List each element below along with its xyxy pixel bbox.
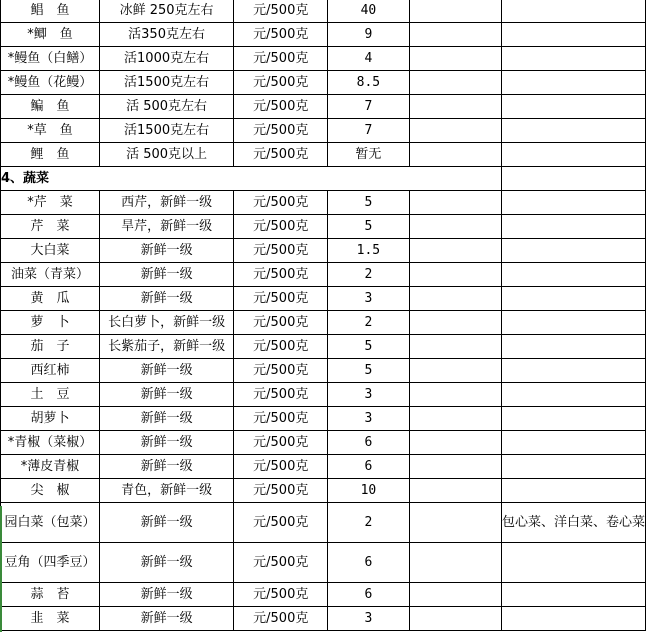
item-unit: 元/500克 — [234, 215, 328, 239]
item-unit: 元/500克 — [234, 23, 328, 47]
table-row — [1, 239, 646, 263]
item-spec: 新鲜一级 — [99, 503, 233, 543]
item-price: 5 — [328, 359, 409, 383]
item-unit: 元/500克 — [234, 335, 328, 359]
item-spec: 长紫茄子，新鲜一级 — [99, 335, 233, 359]
table-row — [1, 455, 646, 479]
blank-cell — [409, 95, 501, 119]
table-row — [1, 191, 646, 215]
item-price: 暂无 — [328, 143, 409, 167]
item-spec: 新鲜一级 — [99, 263, 233, 287]
item-unit: 元/500克 — [234, 95, 328, 119]
item-price: 5 — [328, 335, 409, 359]
blank-cell — [409, 335, 501, 359]
item-note — [501, 287, 645, 311]
item-note — [501, 455, 645, 479]
blank-cell — [409, 479, 501, 503]
item-note — [501, 239, 645, 263]
item-spec: 新鲜一级 — [99, 359, 233, 383]
table-row — [1, 335, 646, 359]
item-unit: 元/500克 — [234, 239, 328, 263]
blank-cell — [409, 263, 501, 287]
item-unit: 元/500克 — [234, 143, 328, 167]
blank-cell — [409, 503, 501, 543]
table-row — [1, 71, 646, 95]
item-note — [501, 71, 645, 95]
item-price: 3 — [328, 383, 409, 407]
item-note — [501, 607, 645, 631]
item-unit: 元/500克 — [234, 479, 328, 503]
table-row — [1, 607, 646, 631]
item-unit: 元/500克 — [234, 543, 328, 583]
blank-cell — [409, 47, 501, 71]
item-name: 尖 椒 — [1, 479, 100, 503]
item-spec: 青色，新鲜一级 — [99, 479, 233, 503]
item-price: 6 — [328, 455, 409, 479]
table-row — [1, 431, 646, 455]
item-unit: 元/500克 — [234, 607, 328, 631]
item-unit: 元/500克 — [234, 71, 328, 95]
table-row — [1, 479, 646, 503]
section-row — [1, 167, 646, 191]
blank-cell — [409, 311, 501, 335]
table-row — [1, 503, 646, 543]
item-spec: 长白萝卜，新鲜一级 — [99, 311, 233, 335]
item-spec: 新鲜一级 — [99, 239, 233, 263]
item-name: 茄 子 — [1, 335, 100, 359]
table-row — [1, 119, 646, 143]
item-name: *薄皮青椒 — [1, 455, 100, 479]
table-row — [1, 383, 646, 407]
item-name: 韭 菜 — [1, 607, 100, 631]
item-note — [501, 95, 645, 119]
table-row — [1, 287, 646, 311]
blank-cell — [409, 191, 501, 215]
item-price: 2 — [328, 311, 409, 335]
item-price: 6 — [328, 431, 409, 455]
item-note — [501, 479, 645, 503]
item-spec: 西芹，新鲜一级 — [99, 191, 233, 215]
blank-cell — [409, 383, 501, 407]
item-name: 油菜（青菜） — [1, 263, 100, 287]
item-spec: 活1500克左右 — [99, 71, 233, 95]
table-row — [1, 407, 646, 431]
item-spec: 新鲜一级 — [99, 455, 233, 479]
blank-cell — [409, 71, 501, 95]
item-note — [501, 407, 645, 431]
item-spec: 新鲜一级 — [99, 431, 233, 455]
item-spec: 活1000克左右 — [99, 47, 233, 71]
item-note — [501, 335, 645, 359]
blank-cell — [409, 0, 501, 23]
table-row — [1, 0, 646, 23]
item-price: 4 — [328, 47, 409, 71]
item-spec: 新鲜一级 — [99, 543, 233, 583]
blank-cell — [409, 119, 501, 143]
item-price: 40 — [328, 0, 409, 23]
blank-cell — [409, 431, 501, 455]
item-price: 10 — [328, 479, 409, 503]
item-note — [501, 431, 645, 455]
item-unit: 元/500克 — [234, 263, 328, 287]
item-note — [501, 263, 645, 287]
item-unit: 元/500克 — [234, 503, 328, 543]
blank-cell — [409, 359, 501, 383]
item-name: 胡萝卜 — [1, 407, 100, 431]
item-name: *青椒（菜椒） — [1, 431, 100, 455]
item-name: *鲫 鱼 — [1, 23, 100, 47]
item-spec: 旱芹，新鲜一级 — [99, 215, 233, 239]
blank-cell — [409, 543, 501, 583]
item-price: 1.5 — [328, 239, 409, 263]
item-note — [501, 583, 645, 607]
item-unit: 元/500克 — [234, 191, 328, 215]
blank-cell — [409, 239, 501, 263]
blank-cell — [409, 583, 501, 607]
item-note — [501, 23, 645, 47]
item-price: 7 — [328, 95, 409, 119]
table-row — [1, 543, 646, 583]
item-spec: 冰鲜 250克左右 — [99, 0, 233, 23]
item-unit: 元/500克 — [234, 407, 328, 431]
item-unit: 元/500克 — [234, 47, 328, 71]
item-price: 2 — [328, 263, 409, 287]
item-note — [501, 191, 645, 215]
table-row — [1, 23, 646, 47]
blank-cell — [409, 215, 501, 239]
item-note — [501, 0, 645, 23]
item-note — [501, 47, 645, 71]
item-name: *芹 菜 — [1, 191, 100, 215]
item-spec: 活350克左右 — [99, 23, 233, 47]
item-unit: 元/500克 — [234, 287, 328, 311]
item-price: 9 — [328, 23, 409, 47]
item-note: 包心菜、洋白菜、卷心菜 — [501, 503, 645, 543]
item-spec: 新鲜一级 — [99, 383, 233, 407]
item-name: 园白菜（包菜） — [1, 503, 100, 543]
blank-cell — [409, 23, 501, 47]
item-name: 豆角（四季豆） — [1, 543, 100, 583]
item-name: 萝 卜 — [1, 311, 100, 335]
item-name: 黄 瓜 — [1, 287, 100, 311]
item-unit: 元/500克 — [234, 583, 328, 607]
item-price: 6 — [328, 543, 409, 583]
item-name: *草 鱼 — [1, 119, 100, 143]
table-row — [1, 95, 646, 119]
section-title: 4、蔬菜 — [1, 167, 502, 191]
item-spec: 活 500克左右 — [99, 95, 233, 119]
item-unit: 元/500克 — [234, 383, 328, 407]
item-spec: 新鲜一级 — [99, 607, 233, 631]
item-note — [501, 215, 645, 239]
blank-cell — [409, 455, 501, 479]
item-unit: 元/500克 — [234, 119, 328, 143]
item-price: 2 — [328, 503, 409, 543]
item-note — [501, 311, 645, 335]
item-price: 3 — [328, 287, 409, 311]
item-price: 5 — [328, 191, 409, 215]
item-unit: 元/500克 — [234, 359, 328, 383]
item-name: 蒜 苔 — [1, 583, 100, 607]
item-unit: 元/500克 — [234, 431, 328, 455]
table-row — [1, 47, 646, 71]
item-name: 芹 菜 — [1, 215, 100, 239]
item-price: 3 — [328, 407, 409, 431]
item-spec: 活 500克以上 — [99, 143, 233, 167]
item-name: 鲳 鱼 — [1, 0, 100, 23]
item-unit: 元/500克 — [234, 0, 328, 23]
item-name: 鲤 鱼 — [1, 143, 100, 167]
item-spec: 新鲜一级 — [99, 407, 233, 431]
cell-selection-edge — [0, 506, 2, 632]
item-price: 5 — [328, 215, 409, 239]
table-row — [1, 359, 646, 383]
blank-cell — [409, 607, 501, 631]
item-spec: 新鲜一级 — [99, 287, 233, 311]
item-note — [501, 359, 645, 383]
table-row — [1, 143, 646, 167]
item-spec: 新鲜一级 — [99, 583, 233, 607]
table-row — [1, 215, 646, 239]
item-name: 鳊 鱼 — [1, 95, 100, 119]
blank-cell — [409, 287, 501, 311]
item-price: 8.5 — [328, 71, 409, 95]
item-price: 7 — [328, 119, 409, 143]
blank-cell — [409, 143, 501, 167]
item-note — [501, 143, 645, 167]
table-row — [1, 311, 646, 335]
item-unit: 元/500克 — [234, 455, 328, 479]
item-spec: 活1500克左右 — [99, 119, 233, 143]
item-price: 3 — [328, 607, 409, 631]
item-price: 6 — [328, 583, 409, 607]
table-row — [1, 583, 646, 607]
item-name: 土 豆 — [1, 383, 100, 407]
item-name: 大白菜 — [1, 239, 100, 263]
item-note — [501, 543, 645, 583]
item-name: *鳗鱼（花鳗） — [1, 71, 100, 95]
item-note — [501, 119, 645, 143]
item-name: *鳗鱼（白鳝） — [1, 47, 100, 71]
item-unit: 元/500克 — [234, 311, 328, 335]
table-row — [1, 263, 646, 287]
blank-cell — [501, 167, 645, 191]
blank-cell — [409, 407, 501, 431]
item-note — [501, 383, 645, 407]
item-name: 西红柿 — [1, 359, 100, 383]
